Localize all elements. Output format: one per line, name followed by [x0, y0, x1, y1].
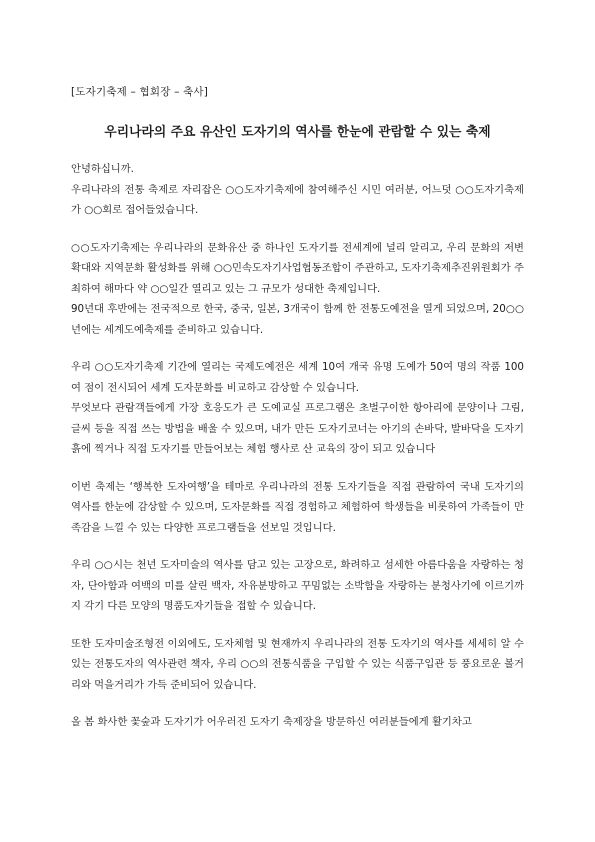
section-gap	[71, 695, 524, 712]
section-gap	[71, 340, 524, 357]
paragraph: ○○도자기축제는 우리나라의 문화유산 중 하나인 도자기를 전세계에 널리 알리고, 우리 문화의 저변 확대와 지역문화 활성화를 위해 ○○민속도자기사업협동조합이 주관하고, 도자기축제추진위원회가 주최하여 해마다 약 ○○일간 열리고 있는 그 규모가 성대한 축제입니다.	[71, 241, 524, 295]
document-section	[71, 159, 524, 221]
paragraph: 안녕하십니까.	[71, 163, 134, 175]
section-gap	[71, 221, 524, 238]
section-gap	[71, 617, 524, 634]
section-gap	[71, 538, 524, 555]
paragraph: 우리나라의 전통 축제로 자리잡은 ○○도자기축제에 참여해주신 시민 여러분, 어느덧 ○○도자기축제가 ○○회로 접어들었습니다.	[71, 183, 524, 216]
paragraph: 90년대 후반에는 전국적으로 한국, 중국, 일본, 3개국이 함께 한 전통도예전을 열게 되었으며, 20○○년에는 세계도예축제를 준비하고 있습니다.	[71, 303, 524, 336]
section-gap	[71, 460, 524, 477]
document-header: [도자기축제 – 협회장 – 축사]	[71, 86, 209, 98]
document-section	[71, 357, 524, 460]
paragraph: 우리 ○○시는 천년 도자미술의 역사를 담고 있는 고장으로, 화려하고 섬세한 아름다움을 자랑하는 청자, 단아함과 여백의 미를 살린 백자, 자유분방하고 꾸밈없는 소박함을 자랑하는 분청사기에 이르기까지 각기 다른 모양의 명품도자기들을 접할 수 있습니다.	[71, 559, 524, 612]
paragraph: 이번 축제는 ‘행복한 도자여행’을 테마로 우리나라의 전통 도자기들을 직접 관람하여 국내 도자기의 역사를 한눈에 감상할 수 있으며, 도자문화를 직접 경험하고 체험하여 학생들을 비롯하여 가족들이 만족감을 느낄 수 있는 다양한 프로그램들을 선보일 것입니다.	[71, 480, 524, 534]
document-section	[71, 477, 524, 539]
paragraph: 올 봄 화사한 꽃숲과 도자기가 어우러진 도자기 축제장을 방문하신 여러분들에게 활기차고	[71, 716, 472, 728]
document-title: 우리나라의 주요 유산인 도자기의 역사를 한눈에 관람할 수 있는 축제	[104, 125, 491, 140]
paragraph: 우리 ○○도자기축제 기간에 열리는 국제도예전은 세계 10여 개국 유명 도예가 50여 명의 작품 100여 점이 전시되어 세계 도자문화를 비교하고 감상할 수 있습니다.	[71, 361, 524, 394]
document-body	[71, 159, 524, 733]
document-section	[71, 712, 524, 733]
paragraph: 무엇보다 관람객들에게 가장 호응도가 큰 도예교실 프로그램은 초벌구이한 항아리에 문양이나 그림, 글씨 등을 직접 쓰는 방법을 배울 수 있으며, 내가 만든 도자기코너는 아기의 손바닥, 발바닥을 도자기 흙에 찍거나 직접 도자기를 만들어보는 체험 행사로 산 교육의 장이 되고 있습니다	[71, 402, 524, 455]
document-section	[71, 634, 524, 696]
document-section	[71, 238, 524, 341]
paragraph: 또한 도자미술조형전 이외에도, 도자체험 및 현재까지 우리나라의 전통 도자기의 역사를 세세히 알 수 있는 전통도자의 역사관련 책자, 우리 ○○의 전통식품을 구입할 수 있는 식품구입관 등 풍요로운 볼거리와 먹을거리가 가득 준비되어 있습니다.	[71, 637, 524, 691]
document-section	[71, 555, 524, 617]
